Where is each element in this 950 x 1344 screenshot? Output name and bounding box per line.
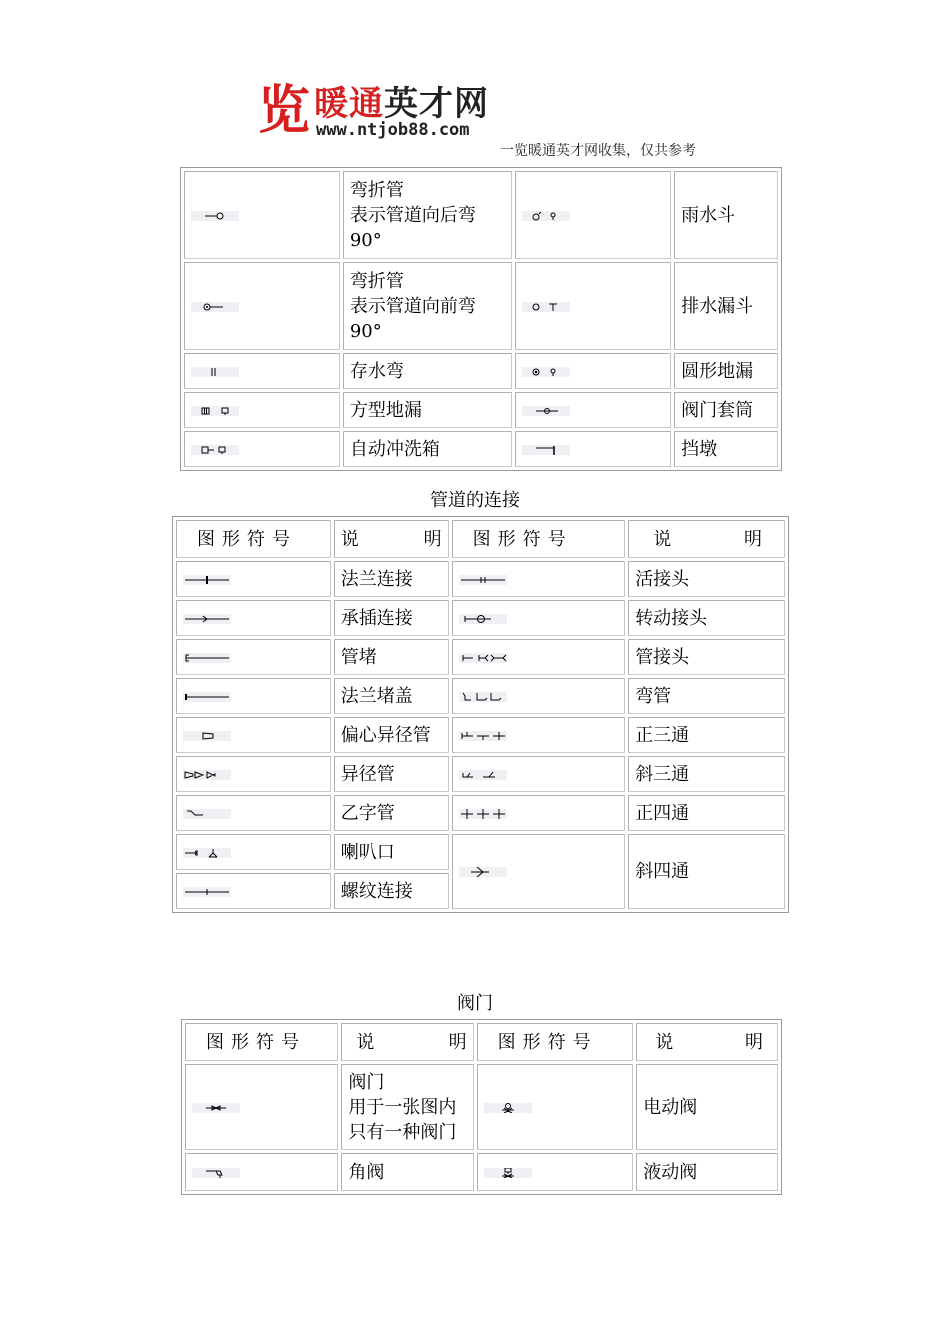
table-row (176, 561, 785, 597)
trap-icon (191, 367, 239, 377)
table-row (184, 392, 778, 428)
header-desc-a: 说 (655, 1031, 674, 1053)
pipe-plug-icon (183, 653, 231, 663)
desc-cell: 阀门套筒 (674, 392, 778, 428)
symbol-cell (515, 431, 671, 467)
desc-cell: 存水弯 (343, 353, 512, 389)
desc-cell: 法兰连接 (334, 561, 449, 597)
desc-cell: 液动阀 (636, 1153, 778, 1191)
socket-joint-icon (183, 614, 231, 624)
symbol-cell (176, 795, 331, 831)
symbol-cell (184, 431, 340, 467)
symbol-cell (176, 756, 331, 792)
desc-cell: 自动冲洗箱 (343, 431, 512, 467)
electric-valve-icon (484, 1103, 532, 1113)
desc-cell: 弯管 (628, 678, 785, 714)
table-row (184, 171, 778, 259)
symbol-cell (477, 1153, 634, 1191)
logo-name-dark: 英才网 (384, 84, 489, 124)
symbol-cell (176, 678, 331, 714)
logo-name (314, 76, 489, 125)
symbol-cell (515, 262, 671, 350)
table-row (184, 431, 778, 467)
table-header-row (185, 1023, 778, 1061)
symbol-cell (477, 1064, 634, 1150)
symbol-cell (452, 639, 626, 675)
header-desc-b: 明 (744, 528, 762, 550)
symbol-cell (185, 1064, 338, 1150)
desc-line: 表示管道向前弯 (349, 295, 476, 317)
table-row (176, 678, 785, 714)
desc-line: 90° (349, 229, 382, 251)
desc-cell (343, 171, 512, 259)
header-desc-a: 说 (356, 1031, 375, 1053)
swivel-joint-icon (459, 614, 507, 624)
desc-cell: 喇叭口 (334, 834, 449, 870)
desc-cell: 雨水斗 (674, 171, 778, 259)
valve-table (181, 1019, 782, 1195)
cross-icon (459, 809, 507, 819)
union-joint-icon (459, 575, 507, 585)
desc-cell: 螺纹连接 (334, 873, 449, 909)
desc-cell: 方型地漏 (343, 392, 512, 428)
desc-cell: 承插连接 (334, 600, 449, 636)
reducer-icon (183, 770, 231, 780)
header-desc-b: 明 (745, 1031, 763, 1053)
symbol-cell (185, 1153, 338, 1191)
round-floor-drain-icon (522, 367, 570, 377)
symbol-cell (176, 639, 331, 675)
symbol-cell (176, 873, 331, 909)
symbol-cell (176, 600, 331, 636)
symbol-cell (515, 171, 671, 259)
valve-sleeve-icon (522, 406, 570, 416)
header-desc-a: 说 (653, 528, 672, 550)
desc-line: 弯折管 (349, 179, 404, 201)
header-symbol: 图形符号 (452, 520, 626, 558)
pipe-connection-table (172, 516, 789, 913)
header-desc (636, 1023, 778, 1061)
header-desc (334, 520, 449, 558)
symbol-cell (515, 392, 671, 428)
section-title-valves: 阀门 (457, 993, 493, 1014)
pipe-coupling-icon (459, 653, 507, 663)
threaded-joint-icon (183, 887, 231, 897)
angle-valve-icon (192, 1168, 240, 1178)
desc-cell: 异径管 (334, 756, 449, 792)
desc-cell: 电动阀 (636, 1064, 778, 1150)
symbol-cell (184, 392, 340, 428)
desc-cell: 排水漏斗 (674, 262, 778, 350)
symbol-cell (452, 561, 626, 597)
header-desc (341, 1023, 473, 1061)
header-symbol: 图形符号 (185, 1023, 338, 1061)
symbol-cell (184, 171, 340, 259)
header-desc-b: 明 (448, 1031, 467, 1053)
table-row (185, 1064, 778, 1150)
rain-hopper-icon (522, 211, 570, 221)
desc-cell: 转动接头 (628, 600, 785, 636)
desc-cell: 圆形地漏 (674, 353, 778, 389)
elbow-pipe-icon (459, 692, 507, 702)
header-desc-b: 明 (423, 528, 442, 550)
table-row (176, 717, 785, 753)
symbol-cell (452, 678, 626, 714)
bell-mouth-icon (183, 848, 231, 858)
table-row (176, 834, 785, 870)
desc-cell: 乙字管 (334, 795, 449, 831)
desc-line: 表示管道向后弯 (349, 204, 476, 226)
desc-line: 只有一种阀门 (348, 1121, 457, 1143)
symbol-cell (176, 834, 331, 870)
flange-blind-icon (183, 692, 231, 702)
table-row (176, 795, 785, 831)
desc-cell: 正三通 (628, 717, 785, 753)
site-logo (258, 72, 518, 152)
symbol-cell (184, 353, 340, 389)
oblique-cross-icon (459, 867, 507, 877)
flange-joint-icon (183, 575, 231, 585)
bend-back-icon (191, 211, 239, 221)
equal-tee-icon (459, 731, 507, 741)
symbol-cell (452, 600, 626, 636)
symbol-cell (176, 561, 331, 597)
table-row (176, 756, 785, 792)
desc-cell: 正四通 (628, 795, 785, 831)
eccentric-reducer-icon (183, 731, 231, 741)
drainage-symbols-table (180, 167, 782, 471)
desc-cell: 管接头 (628, 639, 785, 675)
section-title-pipe-connections: 管道的连接 (430, 490, 520, 511)
header-desc-a: 说 (340, 528, 359, 550)
table-row (184, 262, 778, 350)
table-row (176, 600, 785, 636)
symbol-cell (452, 717, 626, 753)
desc-cell: 法兰堵盖 (334, 678, 449, 714)
desc-cell: 活接头 (628, 561, 785, 597)
symbol-cell (452, 756, 626, 792)
hydraulic-valve-icon (484, 1168, 532, 1178)
desc-cell (343, 262, 512, 350)
symbol-cell (515, 353, 671, 389)
offset-pipe-icon (183, 809, 231, 819)
header-symbol: 图形符号 (176, 520, 331, 558)
symbol-cell (452, 795, 626, 831)
oblique-tee-icon (459, 770, 507, 780)
desc-line: 90° (349, 320, 382, 342)
table-row (176, 639, 785, 675)
logo-mark: 览 (258, 81, 311, 141)
drain-funnel-icon (522, 302, 570, 312)
flush-tank-icon (191, 445, 239, 455)
desc-cell: 角阀 (341, 1153, 473, 1191)
symbol-cell (176, 717, 331, 753)
symbol-cell (452, 834, 626, 909)
desc-cell (341, 1064, 473, 1150)
table-header-row (176, 520, 785, 558)
logo-url: www.ntjob88.com (316, 120, 470, 140)
header-desc (628, 520, 785, 558)
table-row (185, 1153, 778, 1191)
tagline: 一览暖通英才网收集，仅共参考 (500, 143, 696, 159)
desc-cell: 斜三通 (628, 756, 785, 792)
valve-icon (192, 1103, 240, 1113)
desc-line: 阀门 (348, 1071, 385, 1093)
desc-cell: 斜四通 (628, 834, 785, 909)
bend-front-icon (191, 302, 239, 312)
header-symbol: 图形符号 (477, 1023, 634, 1061)
desc-cell: 管堵 (334, 639, 449, 675)
desc-cell: 挡墩 (674, 431, 778, 467)
logo-name-red: 暖通 (314, 84, 384, 124)
desc-line: 弯折管 (349, 270, 404, 292)
square-floor-drain-icon (191, 406, 239, 416)
desc-cell: 偏心异径管 (334, 717, 449, 753)
table-row (184, 353, 778, 389)
symbol-cell (184, 262, 340, 350)
anchor-block-icon (522, 445, 570, 455)
desc-line: 用于一张图内 (348, 1096, 457, 1118)
